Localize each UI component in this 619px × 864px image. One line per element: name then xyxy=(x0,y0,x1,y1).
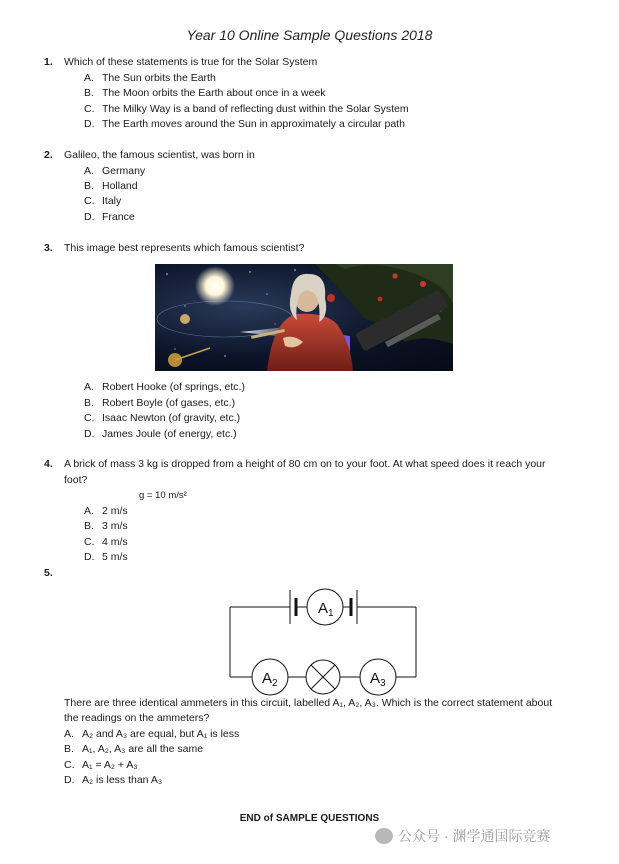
watermark xyxy=(375,826,550,846)
question-number: 5. xyxy=(44,567,53,579)
question-text-continued: foot? xyxy=(64,474,88,486)
wechat-icon xyxy=(375,828,393,844)
question-text-continued: the readings on the ammeters? xyxy=(64,712,210,724)
question-text: This image best represents which famous scientist? xyxy=(64,242,305,254)
question-number: 1. xyxy=(44,56,53,68)
ammeter-a3-label: $A_3$ xyxy=(370,670,386,689)
question-text: A brick of mass 3 kg is dropped from a height of 80 cm on to your foot. At what speed does it reach your xyxy=(64,458,546,470)
question-number: 3. xyxy=(44,242,53,254)
end-text: END of SAMPLE QUESTIONS xyxy=(239,813,380,824)
question-text: Which of these statements is true for the Solar System xyxy=(64,56,318,68)
question-number: 4. xyxy=(44,458,53,470)
watermark-text: 公众号 · 渊学通国际竞赛 xyxy=(398,828,551,844)
question-text: There are three identical ammeters in this circuit, labelled A₁, A₂, A₃. Which is the correct statement about xyxy=(64,697,553,709)
given-value: g = 10 m/s² xyxy=(139,490,187,501)
ammeter-a2-label: $A_2$ xyxy=(262,670,278,689)
question-number: 2. xyxy=(44,149,53,161)
question-text: Galileo, the famous scientist, was born in xyxy=(64,149,255,161)
ammeter-a1-label: $A_1$ xyxy=(318,600,334,619)
page-title: Year 10 Online Sample Questions 2018 xyxy=(186,27,433,43)
